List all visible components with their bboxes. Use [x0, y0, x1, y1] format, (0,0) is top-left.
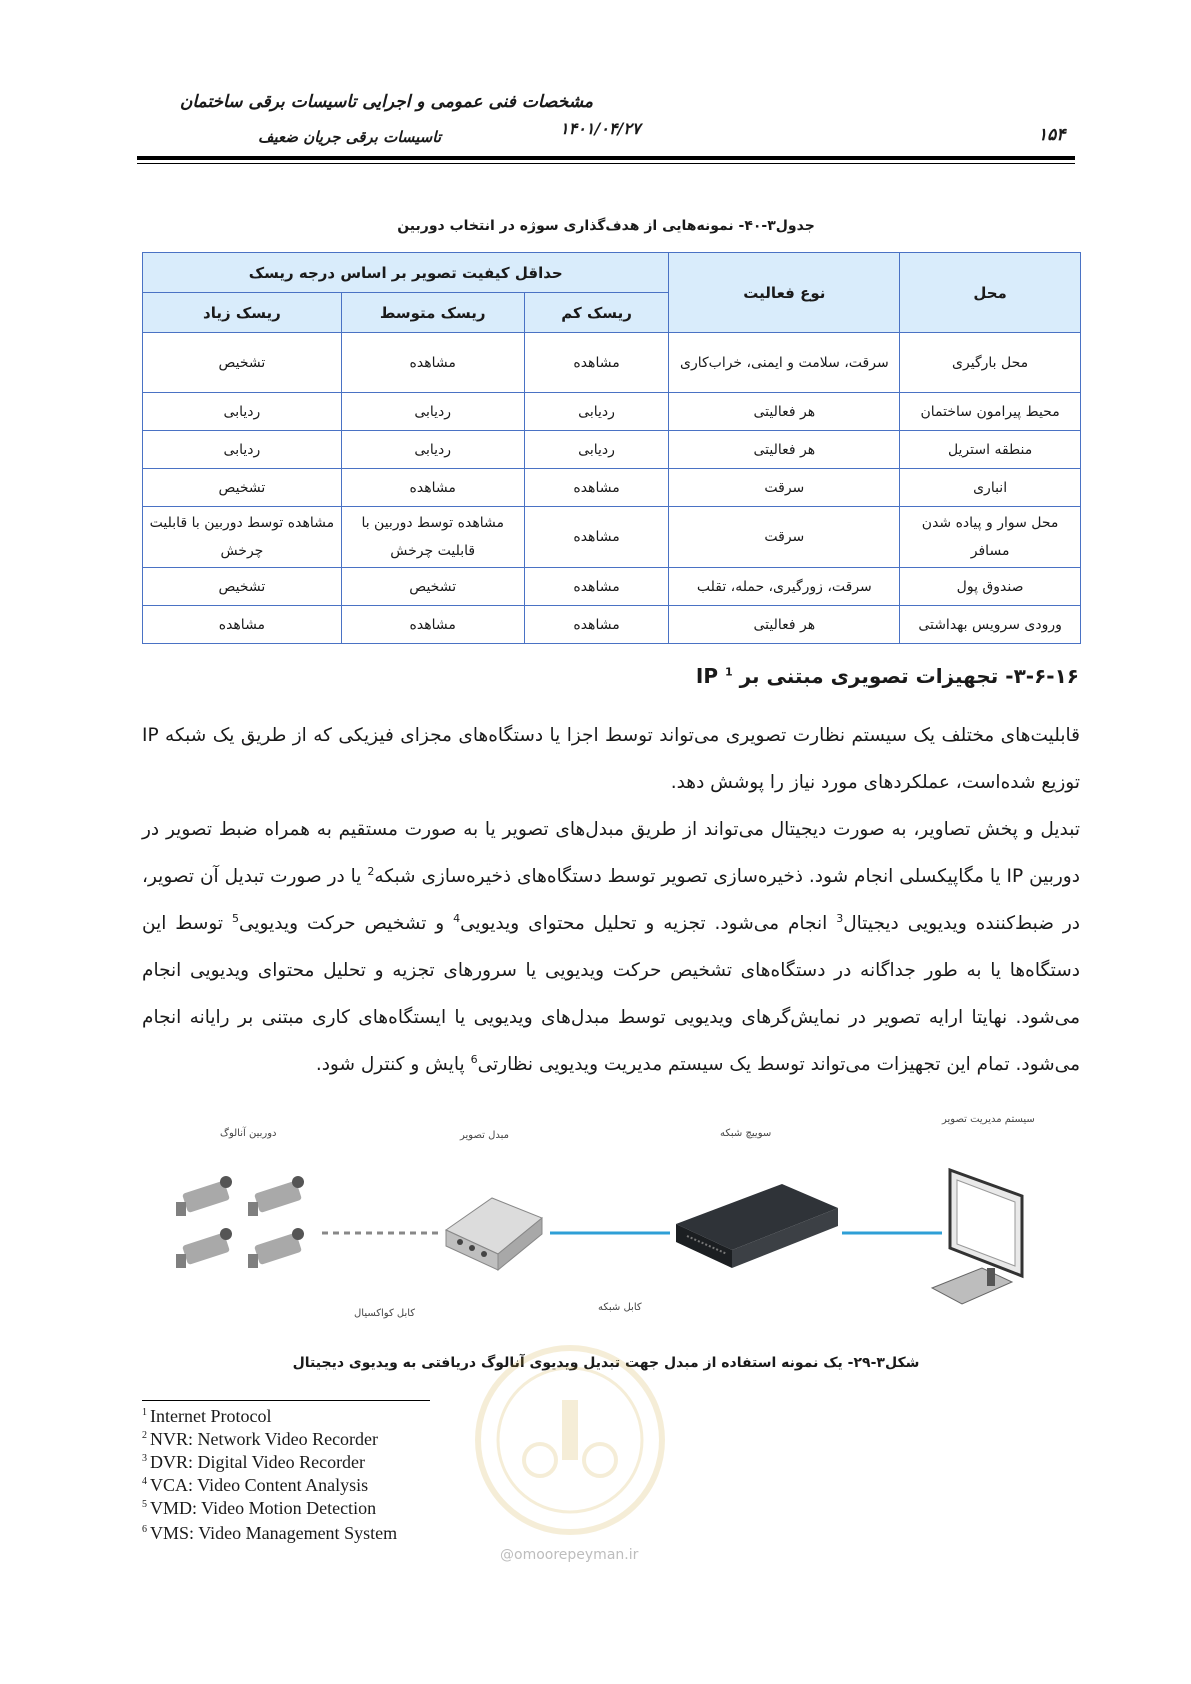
p2-text: توسط این دستگاه‌ها یا به طور جداگانه در دستگاه‌های تشخیص حرکت ویدیویی یا سرورهای تجزیه و تحلیل محتوای ویدیویی انجام می‌شود. نهایتا ارایه تصویر در نمایش‌گرهای ویدیویی توسط مبدل‌های ویدیویی یا ایستگاه‌های کاری مبتنی بر رایانه انجام می‌شود. تمام این تجهیزات می‌تواند توسط یک سیستم مدیریت ویدیویی نظارتی	[142, 913, 1080, 1075]
header-medium-risk: ریسک متوسط	[341, 293, 524, 333]
footnote-ref: 3	[836, 911, 844, 925]
cell-low: مشاهده	[524, 469, 669, 507]
cell-high: مشاهده	[143, 606, 342, 644]
watermark-text: @omoorepeyman.ir	[500, 1547, 639, 1563]
footnote-ref: 6	[470, 1052, 478, 1066]
p2-text: و تشخیص حرکت ویدیویی	[238, 913, 454, 934]
header-rule-thin	[137, 163, 1075, 164]
label-analog-camera: دوربین آنالوگ	[220, 1128, 277, 1139]
footnote	[142, 1498, 376, 1519]
p2-text: یا در صورت تبدیل آن تصویر، در ضبط‌کننده ویدیویی دیجیتال	[142, 866, 1081, 934]
label-vms: سیستم مدیریت تصویر	[942, 1114, 1035, 1125]
footnote-number: 1	[142, 1407, 147, 1418]
header-activity: نوع فعالیت	[669, 253, 900, 333]
table-row	[143, 431, 1081, 469]
footnote-ref: 5	[231, 911, 239, 925]
analog-camera-icon	[176, 1176, 304, 1268]
cell-high: مشاهده توسط دوربین با قابلیت چرخش	[143, 507, 342, 568]
cell-medium: مشاهده	[341, 333, 524, 393]
section-heading-text: ۳-۶-۱۶- تجهیزات تصویری مبتنی بر IP	[695, 664, 1079, 688]
cell-medium: تشخیص	[341, 568, 524, 606]
label-converter: مبدل تصویر	[460, 1130, 509, 1141]
running-subtitle: تاسیسات برقی جریان ضعیف	[257, 128, 441, 146]
table-caption: جدول۳-۴۰- نمونه‌هایی از هدف‌گذاری سوژه در انتخاب دوربین	[397, 218, 815, 234]
footnote	[142, 1429, 378, 1450]
header-low-risk: ریسک کم	[524, 293, 669, 333]
cell-location: منطقه استریل	[900, 431, 1081, 469]
watermark-logo	[470, 1340, 670, 1544]
running-title: مشخصات فنی عمومی و اجرایی تاسیسات برقی ساختمان	[179, 92, 593, 112]
label-network-cable: کابل شبکه	[598, 1302, 642, 1313]
cell-location: صندوق پول	[900, 568, 1081, 606]
footnote-ref: 4	[453, 911, 461, 925]
header-date: ۱۴۰۱/۰۴/۲۷	[560, 119, 641, 138]
camera-target-table	[142, 252, 1081, 644]
cell-activity: سرقت	[669, 507, 900, 568]
cell-activity: هر فعالیتی	[669, 431, 900, 469]
cell-high: ردیابی	[143, 393, 342, 431]
footnote-ref: 1	[725, 665, 733, 679]
cell-medium: ردیابی	[341, 431, 524, 469]
cell-low: مشاهده	[524, 568, 669, 606]
section-heading	[696, 664, 1079, 688]
cell-medium: مشاهده توسط دوربین با قابلیت چرخش	[341, 507, 524, 568]
footnote-text: VMD: Video Motion Detection	[150, 1498, 377, 1518]
table-row	[143, 333, 1081, 393]
footnote-text: NVR: Network Video Recorder	[150, 1429, 379, 1449]
table-row	[143, 507, 1081, 568]
footnote	[142, 1452, 365, 1473]
cell-activity: سرقت	[669, 469, 900, 507]
cell-high: تشخیص	[143, 469, 342, 507]
cell-low: مشاهده	[524, 606, 669, 644]
label-switch: سوییچ شبکه	[720, 1128, 772, 1139]
analog-to-ip-diagram	[142, 1114, 1080, 1338]
footnote-text: DVR: Digital Video Recorder	[150, 1452, 366, 1472]
cell-low: ردیابی	[524, 393, 669, 431]
cell-high: تشخیص	[143, 568, 342, 606]
footnote	[142, 1523, 397, 1544]
cell-location: محیط پیرامون ساختمان	[900, 393, 1081, 431]
network-switch-icon	[676, 1184, 838, 1268]
footnote-number: 5	[142, 1499, 147, 1510]
footnote-number: 3	[142, 1453, 147, 1464]
paragraph-2	[142, 806, 1080, 1088]
table-row	[143, 568, 1081, 606]
video-converter-icon	[446, 1198, 542, 1270]
label-coax-cable: کابل کواکسیال	[354, 1308, 416, 1319]
p2-text: تبدیل و پخش تصاویر، به صورت دیجیتال می‌تواند از طریق مبدل‌های تصویر یا به صورت مستقیم به همراه ضبط تصویر در دوربین IP یا مگاپیکسلی انجام شود. ذخیره‌سازی تصویر توسط دستگاه‌های ذخیره‌سازی شبکه	[142, 819, 1080, 887]
header-rule-thick	[137, 156, 1075, 160]
p2-text: پایش و کنترل شود.	[315, 1054, 471, 1075]
cell-low: مشاهده	[524, 333, 669, 393]
header-high-risk: ریسک زیاد	[143, 293, 342, 333]
page-number: ۱۵۴	[1038, 125, 1066, 145]
footnote-text: Internet Protocol	[150, 1406, 272, 1426]
header-location: محل	[900, 253, 1081, 333]
footnote	[142, 1406, 271, 1427]
footnote-text: VCA: Video Content Analysis	[150, 1475, 369, 1495]
cell-high: ردیابی	[143, 431, 342, 469]
cell-location: محل سوار و پیاده شدن مسافر	[900, 507, 1081, 568]
footnote-ref: 2	[367, 864, 375, 878]
table-row	[143, 393, 1081, 431]
footnote-number: 6	[142, 1524, 147, 1535]
cell-low: مشاهده	[524, 507, 669, 568]
footnote	[142, 1475, 368, 1496]
footnote-rule	[142, 1400, 430, 1401]
table-row	[143, 606, 1081, 644]
computer-monitor-icon	[932, 1170, 1022, 1304]
cell-activity: هر فعالیتی	[669, 606, 900, 644]
p2-text: انجام می‌شود. تجزیه و تحلیل محتوای ویدیویی	[460, 913, 837, 934]
cell-activity: سرقت، زورگیری، حمله، تقلب	[669, 568, 900, 606]
paragraph-1: قابلیت‌های مختلف یک سیستم نظارت تصویری می‌تواند توسط اجزا یا دستگاه‌های مجزای فیزیکی که از طریق یک شبکه IP توزیع شده‌است، عملکردهای مورد نیاز را پوشش دهد.	[142, 725, 1080, 793]
cell-low: ردیابی	[524, 431, 669, 469]
footnote-number: 4	[142, 1476, 147, 1487]
cell-medium: ردیابی	[341, 393, 524, 431]
table-row	[143, 469, 1081, 507]
footnote-number: 2	[142, 1430, 147, 1441]
cell-location: ورودی سرویس بهداشتی	[900, 606, 1081, 644]
cell-medium: مشاهده	[341, 606, 524, 644]
footnote-text: VMS: Video Management System	[150, 1523, 398, 1543]
figure-caption: شکل۳-۲۹- یک نمونه استفاده از مبدل جهت تبدیل ویدیوی آنالوگ دریافتی به ویدیوی دیجیتال	[292, 1355, 920, 1371]
cell-activity: هر فعالیتی	[669, 393, 900, 431]
header-quality-group: حداقل کیفیت تصویر بر اساس درجه ریسک	[143, 253, 669, 293]
cell-location: انباری	[900, 469, 1081, 507]
cell-medium: مشاهده	[341, 469, 524, 507]
cell-location: محل بارگیری	[900, 333, 1081, 393]
cell-high: تشخیص	[143, 333, 342, 393]
cell-activity: سرقت، سلامت و ایمنی، خراب‌کاری	[669, 333, 900, 393]
